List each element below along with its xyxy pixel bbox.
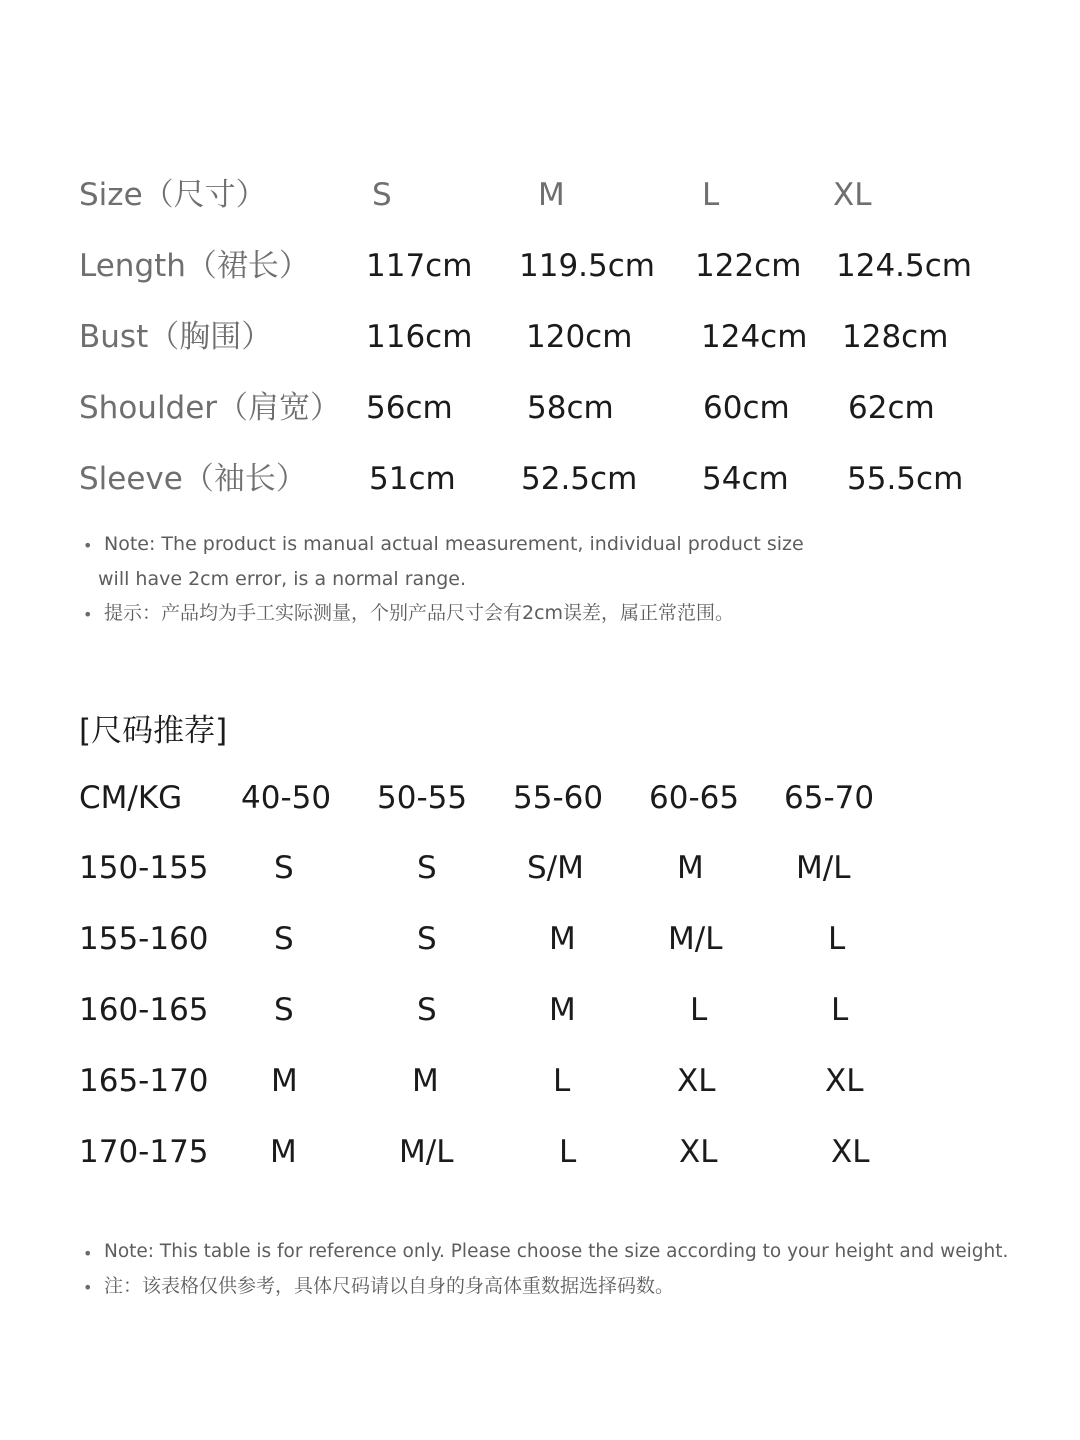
rec-note-zh: 注：该表格仅供参考，具体尺码请以自身的身高体重数据选择码数。 bbox=[104, 1275, 675, 1297]
size-cell: M/L bbox=[668, 921, 723, 957]
corner-label: CM/KG bbox=[79, 780, 183, 816]
height-label: 155-160 bbox=[79, 921, 209, 957]
size-header-l: L bbox=[702, 177, 720, 213]
weight-header: 40-50 bbox=[241, 780, 332, 816]
height-label: 160-165 bbox=[79, 992, 209, 1028]
length-xl: 124.5cm bbox=[836, 248, 972, 284]
sleeve-label: Sleeve（袖长） bbox=[79, 461, 307, 497]
bust-xl: 128cm bbox=[842, 319, 949, 355]
recommendation-title: [尺码推荐] bbox=[79, 713, 228, 749]
sleeve-xl: 55.5cm bbox=[847, 461, 964, 497]
size-cell: M/L bbox=[796, 850, 851, 886]
size-cell: L bbox=[553, 1063, 571, 1099]
size-cell: M/L bbox=[399, 1134, 454, 1170]
weight-header: 55-60 bbox=[513, 780, 604, 816]
note-en-line2: will have 2cm error, is a normal range. bbox=[98, 568, 467, 590]
height-label: 165-170 bbox=[79, 1063, 209, 1099]
size-cell: L bbox=[559, 1134, 577, 1170]
size-cell: XL bbox=[825, 1063, 864, 1099]
weight-header: 50-55 bbox=[377, 780, 468, 816]
size-cell: M bbox=[549, 921, 576, 957]
size-header-m: M bbox=[538, 177, 565, 213]
size-cell: XL bbox=[677, 1063, 716, 1099]
size-cell: S bbox=[274, 921, 294, 957]
sleeve-l: 54cm bbox=[702, 461, 789, 497]
shoulder-s: 56cm bbox=[366, 390, 453, 426]
bust-s: 116cm bbox=[366, 319, 473, 355]
size-header-xl: XL bbox=[833, 177, 872, 213]
size-header-s: S bbox=[372, 177, 392, 213]
size-cell: S bbox=[274, 992, 294, 1028]
sleeve-s: 51cm bbox=[369, 461, 456, 497]
shoulder-xl: 62cm bbox=[848, 390, 935, 426]
length-m: 119.5cm bbox=[519, 248, 655, 284]
sleeve-m: 52.5cm bbox=[521, 461, 638, 497]
bullet-dot: • bbox=[83, 536, 93, 555]
shoulder-m: 58cm bbox=[527, 390, 614, 426]
size-cell: S bbox=[417, 992, 437, 1028]
size-cell: M bbox=[412, 1063, 439, 1099]
length-l: 122cm bbox=[695, 248, 802, 284]
height-label: 170-175 bbox=[79, 1134, 209, 1170]
size-cell: S/M bbox=[527, 850, 584, 886]
size-cell: S bbox=[417, 921, 437, 957]
rec-note-en: Note: This table is for reference only. Please choose the size according to your height and weight. bbox=[104, 1241, 1009, 1262]
shoulder-l: 60cm bbox=[703, 390, 790, 426]
shoulder-label: Shoulder（肩宽） bbox=[79, 390, 342, 426]
size-cell: S bbox=[274, 850, 294, 886]
size-cell: XL bbox=[679, 1134, 718, 1170]
size-cell: M bbox=[677, 850, 704, 886]
bust-label: Bust（胸围） bbox=[79, 319, 273, 355]
note-zh: 提示：产品均为手工实际测量，个别产品尺寸会有2cm误差，属正常范围。 bbox=[104, 602, 735, 624]
bullet-dot: • bbox=[83, 1244, 93, 1263]
size-cell: S bbox=[417, 850, 437, 886]
note-en-line1: Note: The product is manual actual measurement, individual product size bbox=[104, 533, 804, 555]
length-s: 117cm bbox=[366, 248, 473, 284]
weight-header: 60-65 bbox=[649, 780, 740, 816]
bust-m: 120cm bbox=[526, 319, 633, 355]
size-cell: M bbox=[270, 1134, 297, 1170]
size-cell: M bbox=[271, 1063, 298, 1099]
bullet-dot: • bbox=[83, 605, 93, 624]
bust-l: 124cm bbox=[701, 319, 808, 355]
size-cell: L bbox=[831, 992, 849, 1028]
bullet-dot: • bbox=[83, 1278, 93, 1297]
size-cell: XL bbox=[831, 1134, 870, 1170]
height-label: 150-155 bbox=[79, 850, 209, 886]
size-cell: M bbox=[549, 992, 576, 1028]
size-cell: L bbox=[690, 992, 708, 1028]
length-label: Length（裙长） bbox=[79, 248, 310, 284]
weight-header: 65-70 bbox=[784, 780, 875, 816]
size-header-label: Size（尺寸） bbox=[79, 177, 267, 213]
size-cell: L bbox=[828, 921, 846, 957]
